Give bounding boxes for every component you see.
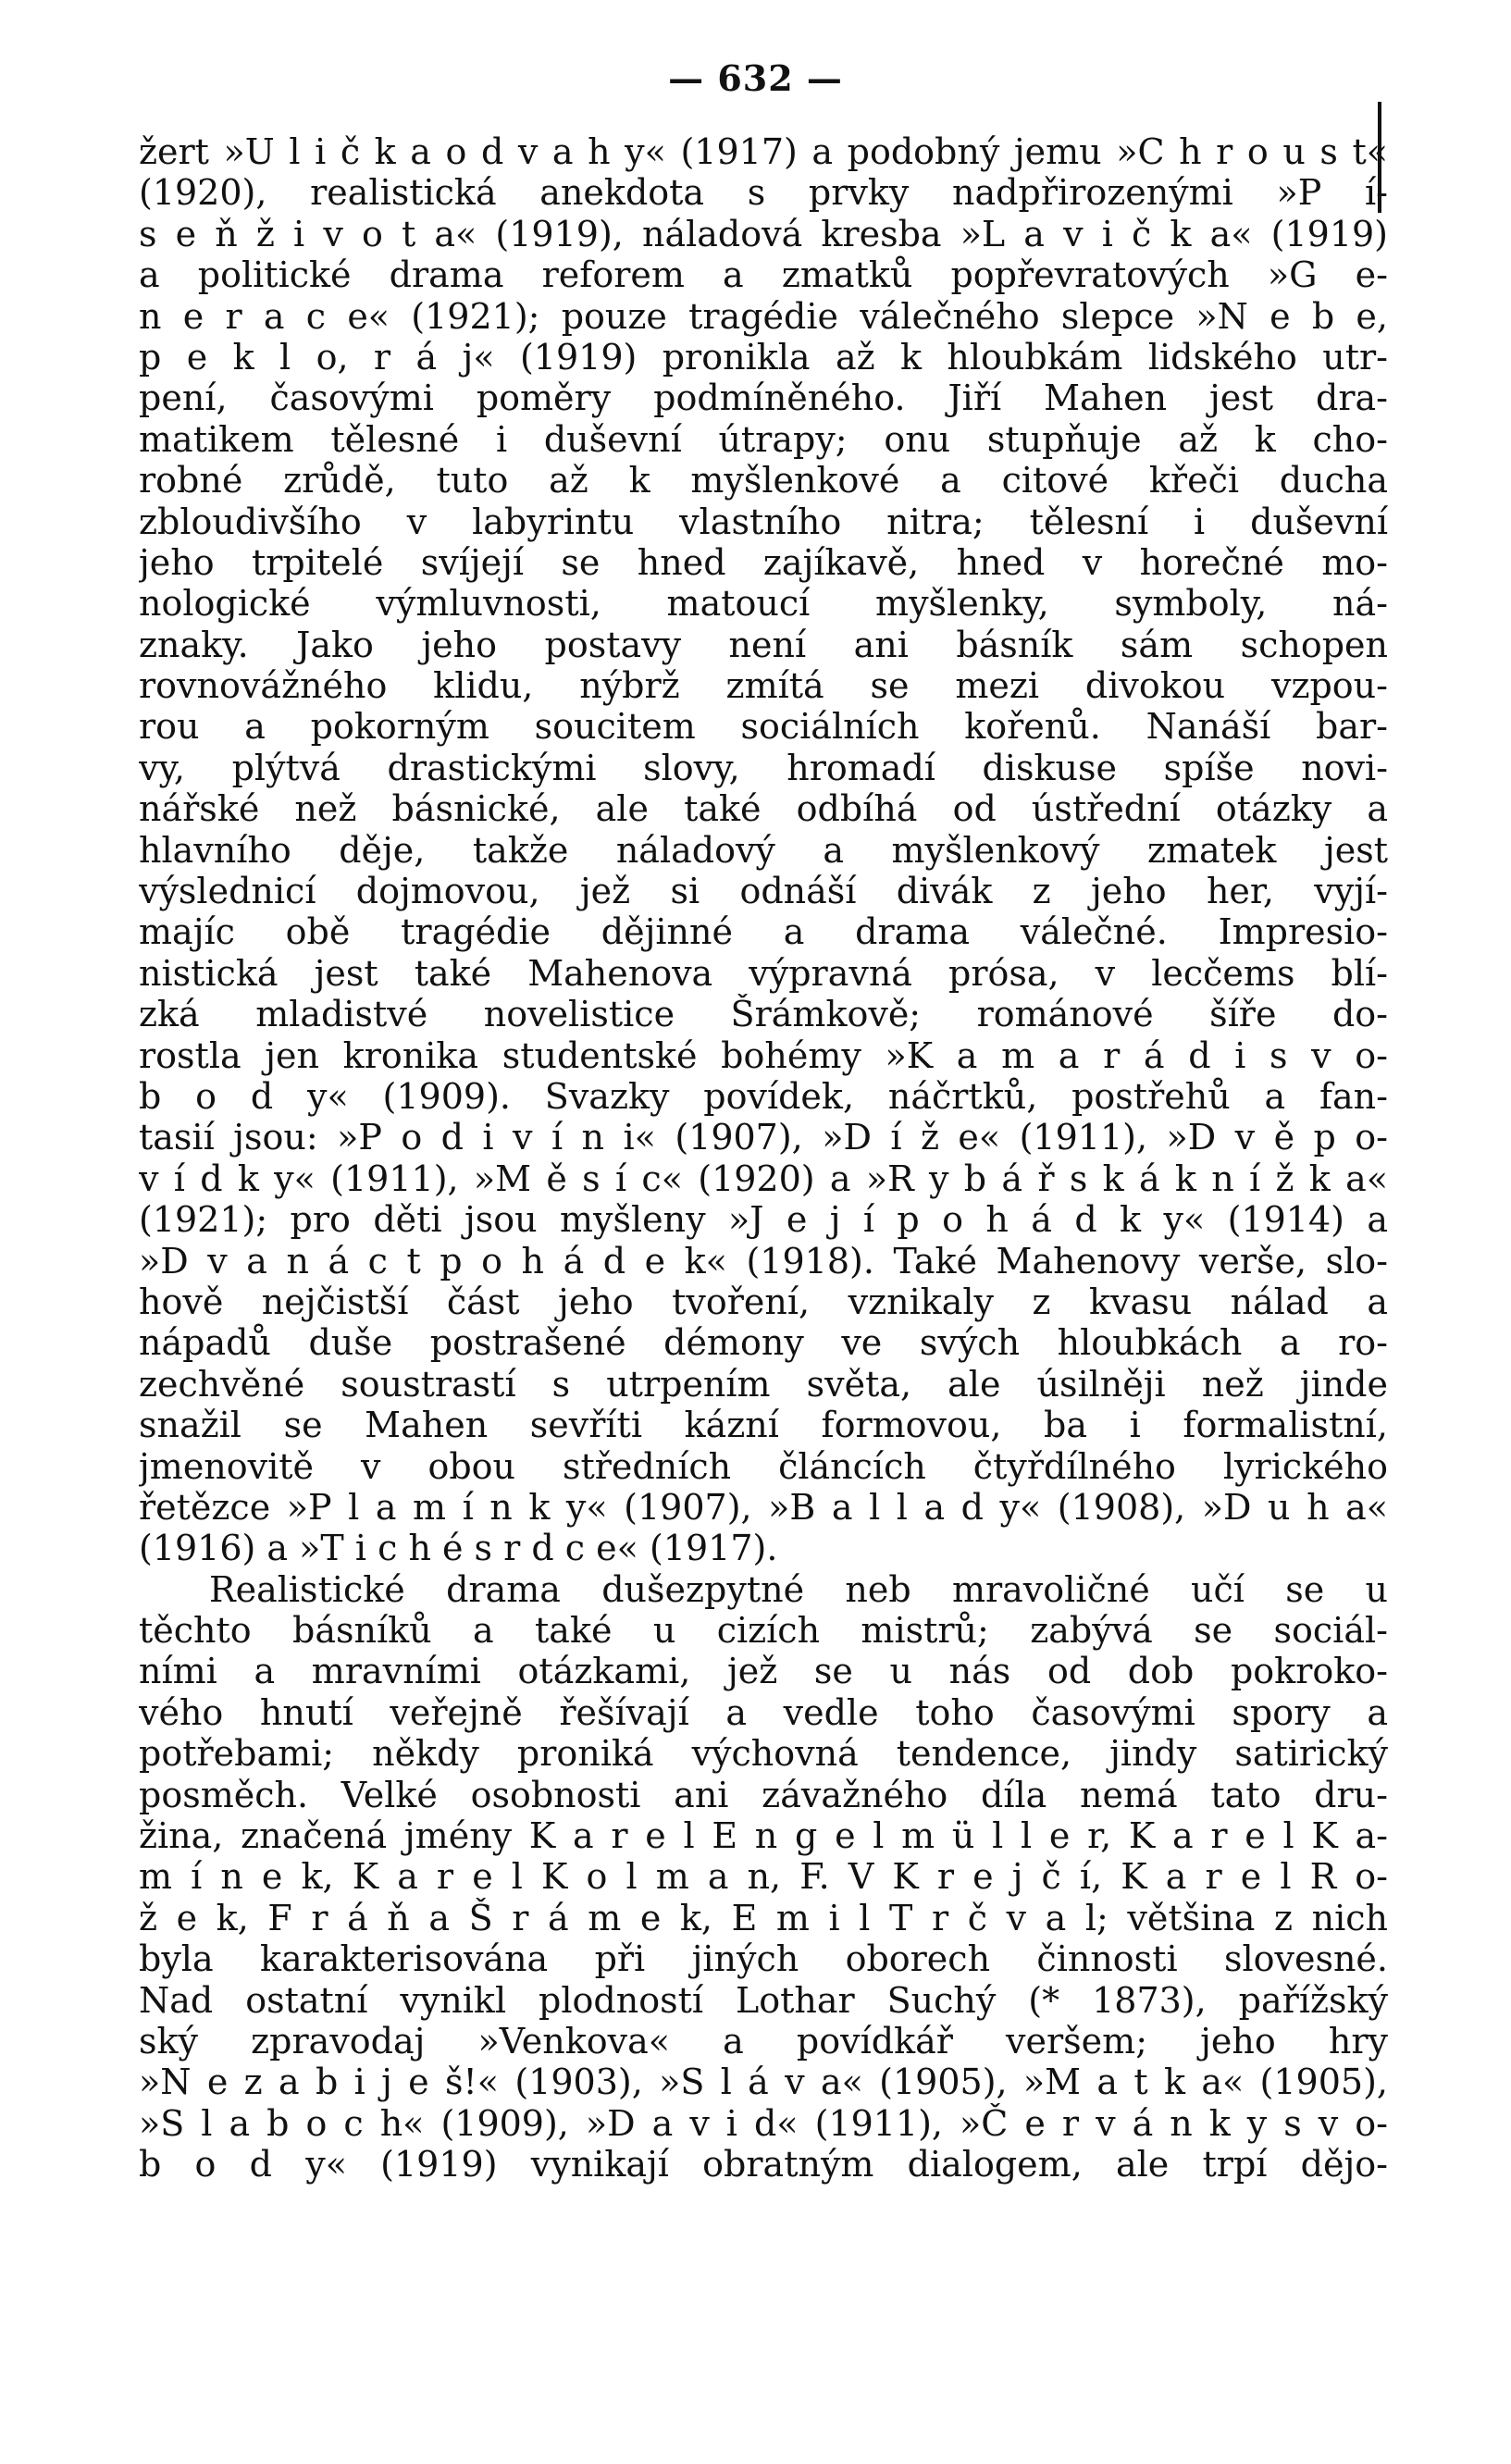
text-line: a politické drama reforem a zmatků popřevratových »G e- xyxy=(139,254,1388,296)
text-line: (1921); pro děti jsou myšleny »J e j í p o h á d k y« (1914) a xyxy=(139,1199,1388,1241)
text-line: snažil se Mahen sevříti kázní formovou, ba i formalistní, xyxy=(139,1405,1388,1446)
text-line: rou a pokorným soucitem sociálních kořenů. Nanáší bar- xyxy=(139,706,1388,748)
text-line: potřebami; někdy proniká výchovná tendence, jindy satirický xyxy=(139,1733,1388,1775)
text-line: zbloudivšího v labyrintu vlastního nitra; tělesní i duševní xyxy=(139,501,1388,542)
text-line: Realistické drama dušezpytné neb mravoličné učí se u xyxy=(209,1568,1388,1610)
text-line: jmenovitě v obou středních článcích čtyřdílného lyrického xyxy=(139,1445,1388,1487)
text-line: s e ň ž i v o t a« (1919), náladová kresba »L a v i č k a« (1919) xyxy=(139,213,1388,254)
text-line: pení, časovými poměry podmíněného. Jiří Mahen jest dra- xyxy=(139,378,1388,419)
text-line: byla karakterisována při jiných oborech činnosti slovesné. xyxy=(139,1938,1388,1980)
text-line: žert »U l i č k a o d v a h y« (1917) a podobný jemu »C h r o u s t« xyxy=(139,131,1388,172)
text-line: nistická jest také Mahenova výpravná prósa, v lecčems blí- xyxy=(139,952,1388,994)
text-line: zechvěné soustrastí s utrpením světa, ale úsilněji než jinde xyxy=(139,1363,1388,1405)
text-line: Nad ostatní vynikl plodností Lothar Suchý (* 1873), pařížský xyxy=(139,1979,1388,2021)
text-line: matikem tělesné i duševní útrapy; onu stupňuje až k cho- xyxy=(139,418,1388,460)
text-line: hově nejčistší část jeho tvoření, vznikaly z kvasu nálad a xyxy=(139,1281,1388,1322)
text-line: žina, značená jmény K a r e l E n g e l m ü l l e r, K a r e l K a- xyxy=(139,1815,1388,1857)
paragraph-2 xyxy=(139,1569,1388,2185)
text-line: posměch. Velké osobnosti ani závažného díla nemá tato dru- xyxy=(139,1774,1388,1815)
text-line: jeho trpitelé svíjejí se hned zajíkavě, hned v horečné mo- xyxy=(139,541,1388,583)
text-line: »N e z a b i j e š!« (1903), »S l á v a« (1905), »M a t k a« (1905), xyxy=(139,2062,1388,2103)
text-line: nářské než básnické, ale také odbíhá od ústřední otázky a xyxy=(139,788,1388,830)
text-line: m í n e k, K a r e l K o l m a n, F. V K r e j č í, K a r e l R o- xyxy=(139,1856,1388,1898)
text-line: hlavního děje, takže náladový a myšlenkový zmatek jest xyxy=(139,829,1388,871)
text-line: majíc obě tragédie dějinné a drama válečné. Impresio- xyxy=(139,911,1388,953)
text-line: (1920), realistická anekdota s prvky nadpřirozenými »P í- xyxy=(139,172,1388,214)
text-line: p e k l o, r á j« (1919) pronikla až k hloubkám lidského utr- xyxy=(139,336,1388,378)
text-line: vy, plýtvá drastickými slovy, hromadí diskuse spíše novi- xyxy=(139,747,1388,788)
text-line: n e r a c e« (1921); pouze tragédie válečného slepce »N e b e, xyxy=(139,295,1388,337)
text-line: znaky. Jako jeho postavy není ani básník sám schopen xyxy=(139,624,1388,665)
text-line: robné zrůdě, tuto až k myšlenkové a citové křeči ducha xyxy=(139,460,1388,501)
text-line: »D v a n á c t p o h á d e k« (1918). Také Mahenovy verše, slo- xyxy=(139,1240,1388,1282)
text-line: b o d y« (1909). Svazky povídek, náčrtků, postřehů a fan- xyxy=(139,1075,1388,1117)
body-text xyxy=(139,131,1388,2185)
text-line: »S l a b o c h« (1909), »D a v i d« (1911), »Č e r v á n k y s v o- xyxy=(139,2102,1388,2144)
text-line: b o d y« (1919) vynikají obratným dialogem, ale trpí dějo- xyxy=(139,2144,1388,2185)
text-line: nápadů duše postrašené démony ve svých hloubkách a ro- xyxy=(139,1322,1388,1364)
text-line: v í d k y« (1911), »M ě s í c« (1920) a »R y b á ř s k á k n í ž k a« xyxy=(139,1158,1388,1199)
text-line: ními a mravními otázkami, jež se u nás od dob pokroko- xyxy=(139,1651,1388,1692)
text-line: zká mladistvé novelistice Šrámkově; románové šíře do- xyxy=(139,994,1388,1035)
text-line: ž e k, F r á ň a Š r á m e k, E m i l T r č v a l; většina z nich xyxy=(139,1897,1388,1938)
text-line: tasií jsou: »P o d i v í n i« (1907), »D í ž e« (1911), »D v ě p o- xyxy=(139,1117,1388,1158)
paragraph-1 xyxy=(139,131,1388,1569)
text-line: nologické výmluvnosti, matoucí myšlenky, symboly, ná- xyxy=(139,583,1388,625)
text-line: vého hnutí veřejně řešívají a vedle toho časovými spory a xyxy=(139,1691,1388,1733)
page-number: — 632 — xyxy=(668,57,843,99)
text-line: řetězce »P l a m í n k y« (1907), »B a l l a d y« (1908), »D u h a« xyxy=(139,1486,1388,1528)
text-line: rovnovážného klidu, nýbrž zmítá se mezi divokou vzpou- xyxy=(139,665,1388,707)
text-line: těchto básníků a také u cizích mistrů; zabývá se sociál- xyxy=(139,1610,1388,1652)
text-line: výslednicí dojmovou, jež si odnáší divák z jeho her, vyjí- xyxy=(139,871,1388,912)
text-line: rostla jen kronika studentské bohémy »K a m a r á d i s v o- xyxy=(139,1034,1388,1076)
text-line: (1916) a »T i c h é s r d c e« (1917). xyxy=(139,1528,778,1569)
text-line: ský zpravodaj »Venkova« a povídkář veršem; jeho hry xyxy=(139,2020,1388,2062)
